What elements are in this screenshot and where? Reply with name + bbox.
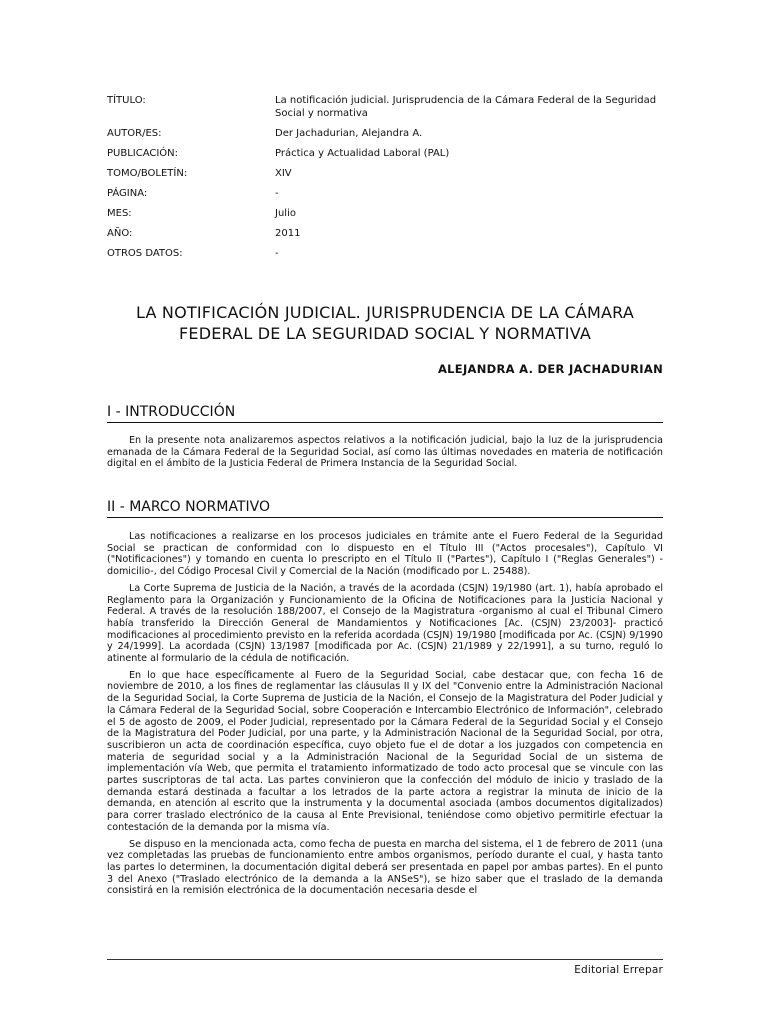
metadata-key: TÍTULO: <box>107 95 146 106</box>
metadata-value: Julio <box>275 208 296 219</box>
metadata-key: PUBLICACIÓN: <box>107 148 179 159</box>
metadata-key: TOMO/BOLETÍN: <box>107 168 188 179</box>
metadata-row-other <box>107 247 663 260</box>
metadata-value: - <box>275 188 279 199</box>
metadata-value: Práctica y Actualidad Laboral (PAL) <box>275 148 450 159</box>
metadata-row-year <box>107 227 663 240</box>
title-line: FEDERAL DE LA SEGURIDAD SOCIAL Y NORMATIVA <box>179 324 591 343</box>
paragraph: En lo que hace específicamente al Fuero de la Seguridad Social, cabe destacar que, con fecha 16 de noviembre de 2010, a los fines de reglamentar las cláusulas II y IX del "Convenio entre la Administración Nacional de la Seguridad Social, la Corte Suprema de Justicia de la Nación, el Consejo de la Magistratura del Poder Judicial y la Cámara Federal de la Seguridad Social, sobre Cooperación e Intercambio Electrónico de Información", celebrado el 5 de agosto de 2009, el Poder Judicial, representado por la Cámara Federal de la Seguridad Social y el Consejo de la Magistratura del Poder Judicial, por una parte, y la Administración Nacional de la Seguridad Social, por otra, suscribieron un acta de coordinación específica, cuyo objeto fue el de dotar a los juzgados con competencia en materia de seguridad social y a la Administración Nacional de la Seguridad Social de un sistema de implementación vía Web, que permita el tratamiento informatizado de todo acto procesal que se vincule con las partes suscriptoras de tal acta. Las partes convinieron que la confección del módulo de inicio y traslado de la demanda estará destinada a facultar a los letrados de la parte actora a registrar la minuta de inicio de la demanda, en atención al escrito que la instrumenta y la documental asociada (ambos documentos digitalizados) para correr traslado electrónico de la causa al Ente Previsional, teniéndose como objetivo permitirle efectuar la contestación de la demanda por la misma vía. <box>107 669 663 833</box>
metadata-value: 2011 <box>275 228 301 239</box>
paragraph: La Corte Suprema de Justicia de la Nación, a través de la acordada (CSJN) 19/1980 (art. 1), había aprobado el Reglamento para la Organización y Funcionamiento de la Oficina de Notificaciones para la Justicia Nacional y Federal. A través de la resolución 188/2007, el Consejo de la Magistratura -organismo al cual el Tribunal Cimero había transferido la Dirección General de Mandamientos y Notificaciones [Ac. (CSJN) 23/2003]- practicó modificaciones al procedimiento previsto en la referida acordada (CSJN) 19/1980 [modificada por Ac. (CSJN) 9/1990 y 24/1999]. La acordada (CSJN) 13/1987 [modificada por Ac. (CSJN) 21/1989 y 22/1991], a su turno, reguló lo atinente al formulario de la cédula de notificación. <box>107 582 663 665</box>
footer-divider <box>107 959 663 960</box>
document-title <box>107 302 663 344</box>
metadata-row-title <box>107 94 663 120</box>
title-line: LA NOTIFICACIÓN JUDICIAL. JURISPRUDENCIA DE LA CÁMARA <box>136 303 634 322</box>
footer-publisher: Editorial Errepar <box>574 964 663 976</box>
metadata-key: AÑO: <box>107 228 133 239</box>
metadata-key: OTROS DATOS: <box>107 248 183 259</box>
metadata-value: Der Jachadurian, Alejandra A. <box>275 128 423 139</box>
paragraph: En la presente nota analizaremos aspectos relativos a la notificación judicial, bajo la luz de la jurisprudencia emanada de la Cámara Federal de la Seguridad Social, así como las últimas novedades en materia de notificación digital en el ámbito de la Justicia Federal de Primera Instancia de la Seguridad Social. <box>107 435 663 470</box>
metadata-row-month <box>107 207 663 220</box>
paragraph: Las notificaciones a realizarse en los procesos judiciales en trámite ante el Fuero Federal de la Seguridad Social se practican de conformidad con lo dispuesto en el Título III ("Actos procesales"), Capítulo VI ("Notificaciones") y tomando en cuenta lo prescripto en el Título II ("Partes"), Capítulo I ("Reglas Generales") -domicilio-, del Código Procesal Civil y Comercial de la Nación (modificado por L. 25488). <box>107 531 663 578</box>
section-heading-introduccion: I - INTRODUCCIÓN <box>107 403 663 423</box>
section-body-marco-normativo <box>107 531 663 902</box>
paragraph: Se dispuso en la mencionada acta, como fecha de puesta en marcha del sistema, el 1 de febrero de 2011 (una vez completadas las pruebas de funcionamiento entre ambos organismos, período durante el cual, y hasta tanto las partes lo determinen, la documentación digital deberá ser presentada en papel por ambas partes). En el punto 3 del Anexo ("Traslado electrónico de la demanda a la ANSeS"), se hizo saber que el traslado de la demanda consistirá en la remisión electrónica de la documentación necesaria desde el <box>107 838 663 897</box>
author-name: ALEJANDRA A. DER JACHADURIAN <box>437 362 663 376</box>
metadata-row-volume <box>107 167 663 180</box>
section-heading-marco-normativo: II - MARCO NORMATIVO <box>107 498 663 518</box>
metadata-value: La notificación judicial. Jurisprudencia de la Cámara Federal de la Seguridad Social y normativa <box>275 95 657 119</box>
metadata-value: - <box>275 248 279 259</box>
metadata-key: PÁGINA: <box>107 188 148 199</box>
metadata-table <box>107 94 663 267</box>
metadata-value: XIV <box>275 168 292 179</box>
metadata-row-publication <box>107 147 663 160</box>
metadata-key: MES: <box>107 208 132 219</box>
section-body-introduccion <box>107 435 663 475</box>
metadata-row-page <box>107 187 663 200</box>
metadata-row-author <box>107 127 663 140</box>
metadata-key: AUTOR/ES: <box>107 128 162 139</box>
